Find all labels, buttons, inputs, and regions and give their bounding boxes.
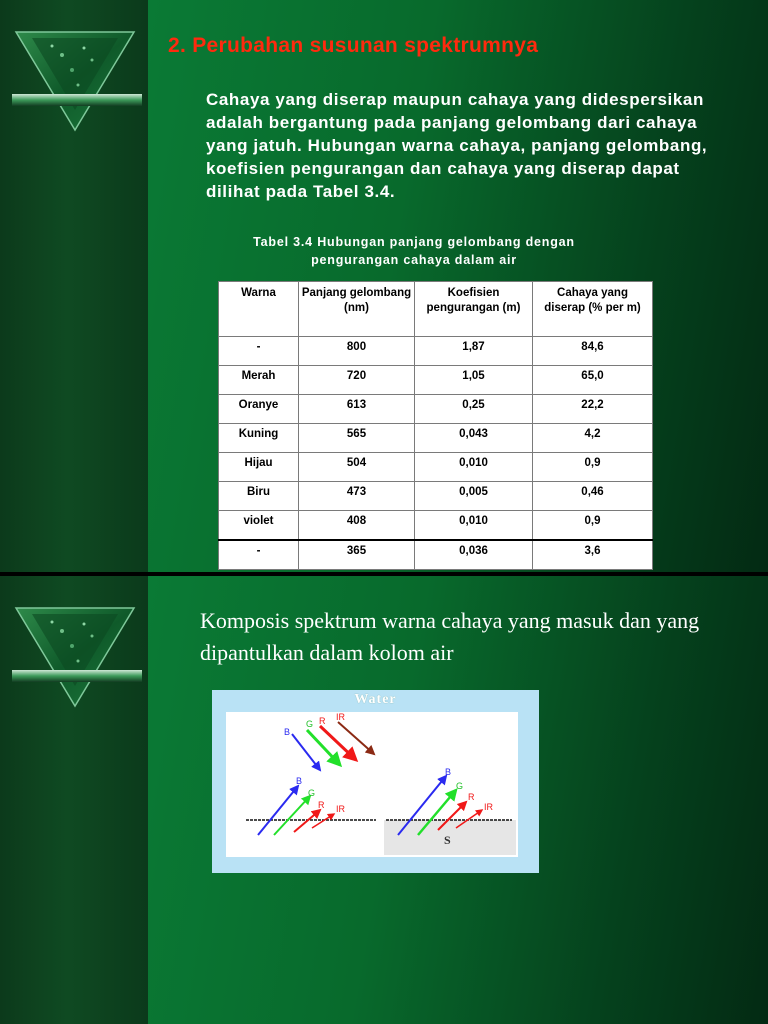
header-warna: Warna: [219, 282, 299, 337]
cell-absorbed: 84,6: [533, 337, 653, 366]
cell-warna: -: [219, 540, 299, 570]
table-caption: [204, 233, 624, 269]
label-g: G: [306, 719, 314, 729]
cell-coefficient: 0,036: [415, 540, 533, 570]
label-r: R: [319, 716, 326, 726]
table-row: [219, 366, 653, 395]
figure-title: Water: [354, 692, 397, 707]
table-row: [219, 395, 653, 424]
cell-wavelength: 720: [299, 366, 415, 395]
table-row: [219, 482, 653, 511]
label-ir: IR: [336, 804, 345, 814]
cell-absorbed: 0,9: [533, 453, 653, 482]
cell-absorbed: 22,2: [533, 395, 653, 424]
body-paragraph: Cahaya yang diserap maupun cahaya yang didespersikan adalah bergantung pada panjang gelombang dari cahaya yang jatuh. Hubungan warna cahaya, panjang gelombang, koefisien pengurangan dan cahaya yang diserap dapat dilihat pada Tabel 3.4.: [206, 90, 708, 201]
label-b: B: [284, 727, 291, 737]
header-panjang-gelombang: Panjang gelombang (nm): [299, 282, 415, 337]
slide-title: 2. Perubahan susunan spektrumnya: [168, 34, 539, 57]
cell-wavelength: 565: [299, 424, 415, 453]
label-r: R: [468, 792, 475, 802]
label-b: B: [445, 767, 452, 777]
cell-wavelength: 800: [299, 337, 415, 366]
triangle-logo-icon: [12, 30, 142, 134]
cell-wavelength: 473: [299, 482, 415, 511]
caption-line-2: pengurangan cahaya dalam air: [311, 253, 517, 267]
label-b: B: [296, 776, 303, 786]
label-r: R: [318, 800, 325, 810]
cell-coefficient: 1,05: [415, 366, 533, 395]
cell-absorbed: 4,2: [533, 424, 653, 453]
cell-wavelength: 613: [299, 395, 415, 424]
table-header-row: [219, 282, 653, 337]
cell-coefficient: 0,25: [415, 395, 533, 424]
cell-wavelength: 365: [299, 540, 415, 570]
water-diagram: [212, 690, 539, 873]
label-g: G: [308, 788, 316, 798]
cell-absorbed: 3,6: [533, 540, 653, 570]
label-ir: IR: [336, 712, 345, 722]
table-row: [219, 337, 653, 366]
label-ir: IR: [484, 802, 493, 812]
cell-coefficient: 0,010: [415, 453, 533, 482]
wavelength-table: [218, 281, 653, 570]
cell-absorbed: 0,46: [533, 482, 653, 511]
table-row: [219, 511, 653, 541]
table-row: [219, 424, 653, 453]
label-g: G: [456, 781, 464, 791]
cell-absorbed: 65,0: [533, 366, 653, 395]
cell-warna: Merah: [219, 366, 299, 395]
cell-warna: violet: [219, 511, 299, 541]
cell-warna: Hijau: [219, 453, 299, 482]
cell-coefficient: 0,005: [415, 482, 533, 511]
header-koefisien: Koefisien pengurangan (m): [415, 282, 533, 337]
cell-warna: -: [219, 337, 299, 366]
water-spectrum-figure: [212, 690, 539, 873]
slide2-heading: Komposis spektrum warna cahaya yang masuk dan yang dipantulkan dalam kolom air: [200, 608, 700, 665]
table-row: [219, 540, 653, 570]
cell-wavelength: 408: [299, 511, 415, 541]
label-sediment: S: [444, 833, 451, 847]
cell-warna: Biru: [219, 482, 299, 511]
cell-coefficient: 0,010: [415, 511, 533, 541]
cell-wavelength: 504: [299, 453, 415, 482]
cell-warna: Kuning: [219, 424, 299, 453]
cell-coefficient: 1,87: [415, 337, 533, 366]
cell-warna: Oranye: [219, 395, 299, 424]
header-cahaya-diserap: Cahaya yang diserap (% per m): [533, 282, 653, 337]
triangle-logo-icon: [12, 606, 142, 710]
caption-line-1: Tabel 3.4 Hubungan panjang gelombang dengan: [253, 235, 575, 249]
cell-coefficient: 0,043: [415, 424, 533, 453]
cell-absorbed: 0,9: [533, 511, 653, 541]
table-row: [219, 453, 653, 482]
